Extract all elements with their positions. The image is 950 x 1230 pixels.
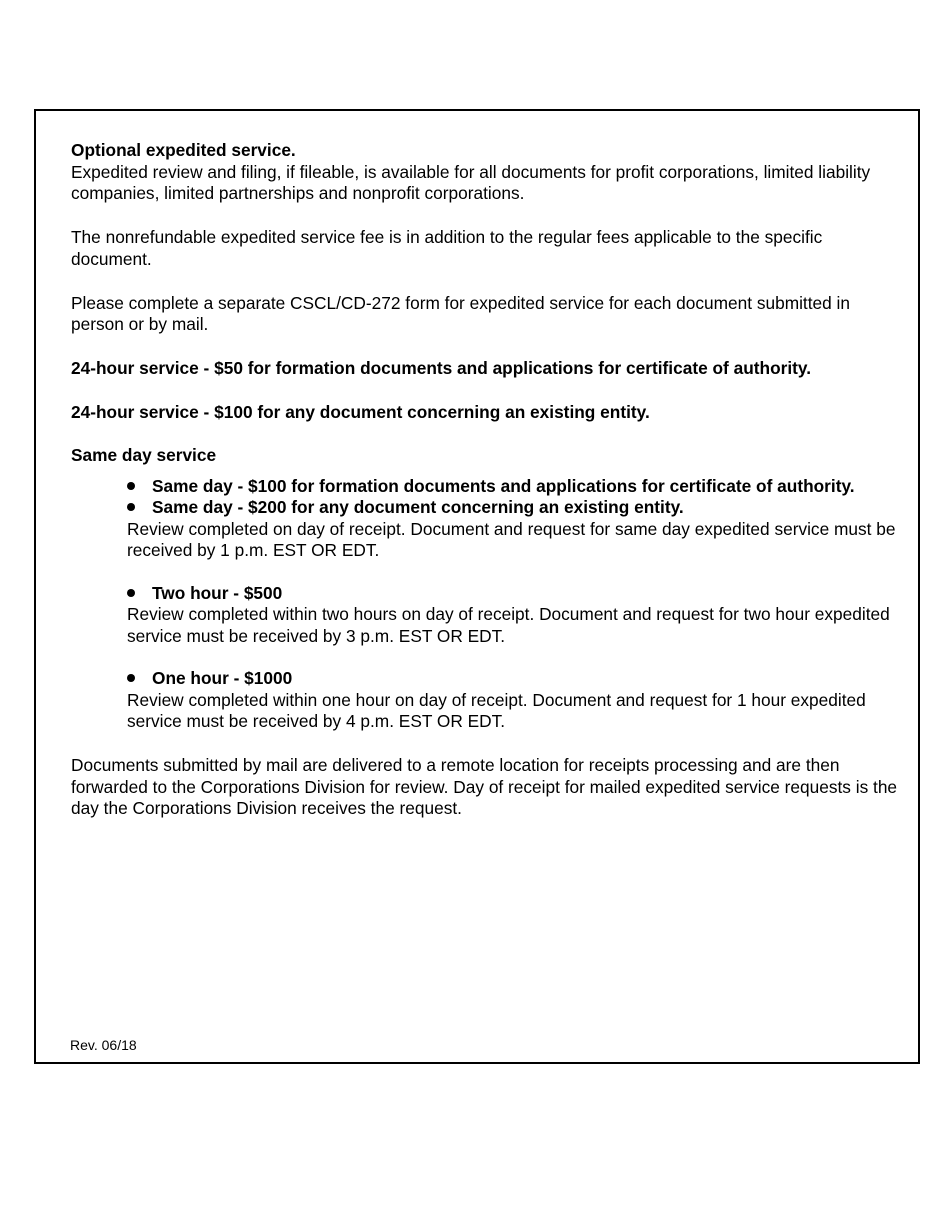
form-frame (34, 109, 920, 1064)
two-hour-bullet (127, 583, 901, 605)
bullet-text: Same day - $100 for formation documents and applications for certificate of authority. (152, 475, 855, 496)
form-content (71, 140, 901, 820)
bullet-text: Two hour - $500 (152, 582, 283, 603)
bullet-icon (127, 503, 135, 511)
revision-label: Rev. 06/18 (70, 1037, 137, 1053)
mail-note-paragraph: Documents submitted by mail are delivered to a remote location for receipts processing and are then forwarded to the Corporations Division for review. Day of receipt for mailed expedited service requests is the day the Corporations Division receives the request. (71, 755, 898, 818)
service-24h-formation: 24-hour service - $50 for formation documents and applications for certificate of authority. (71, 358, 812, 378)
same-day-options (127, 476, 901, 733)
same-day-detail: Review completed on day of receipt. Document and request for same day expedited service must be received by 1 p.m. EST OR EDT. (127, 518, 896, 560)
service-24h-existing: 24-hour service - $100 for any document concerning an existing entity. (71, 401, 650, 422)
bullet-icon (127, 589, 135, 597)
bullet-text: Same day - $200 for any document concerning an existing entity. (152, 497, 684, 517)
bullet-icon (127, 482, 135, 490)
bullet-icon (127, 674, 135, 682)
section-heading: Optional expedited service. (71, 140, 296, 160)
same-day-bullet-formation (127, 476, 901, 498)
bullet-text: One hour - $1000 (152, 668, 293, 688)
same-day-bullet-existing (127, 497, 901, 519)
two-hour-detail: Review completed within two hours on day of receipt. Document and request for two hour expedited service must be received by 3 p.m. EST OR EDT. (127, 604, 890, 646)
intro-paragraph: Expedited review and filing, if fileable, is available for all documents for profit corporations, limited liability companies, limited partnerships and nonprofit corporations. (71, 161, 871, 203)
one-hour-detail: Review completed within one hour on day of receipt. Document and request for 1 hour expedited service must be received by 4 p.m. EST OR EDT. (127, 689, 866, 731)
one-hour-bullet (127, 668, 901, 690)
fee-note-paragraph: The nonrefundable expedited service fee is in addition to the regular fees applicable to the specific document. (71, 227, 823, 269)
same-day-title: Same day service (71, 445, 217, 465)
form-note-paragraph: Please complete a separate CSCL/CD-272 form for expedited service for each document submitted in person or by mail. (71, 292, 851, 334)
